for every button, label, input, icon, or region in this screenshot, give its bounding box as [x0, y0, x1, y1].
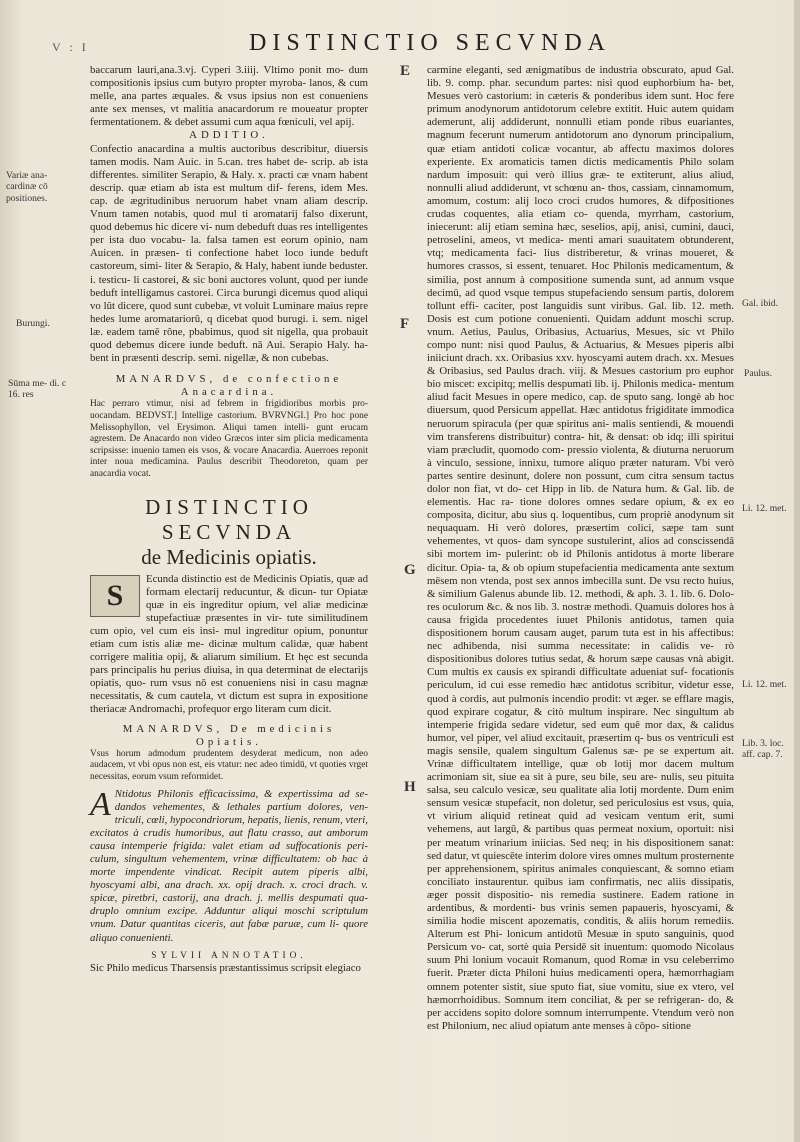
- right-column: [427, 64, 734, 1033]
- left-paragraph-4: Vsus horum admodum prudentem desyderat medicum, non adeo audacem, vt vbi opus non est, eis vtatur: nec adeo timidū, vt quoties vrget necessitas, eorum vsum reformidet.: [90, 748, 368, 782]
- sylvius-heading: SYLVII ANNOTATIO.: [151, 950, 307, 961]
- manardus-heading-2: MANARDVS, De medicinis Opiatis.: [122, 722, 336, 748]
- left-paragraph-6: Sic Philo medicus Tharsensis præstantissimus scripsit elegiaco: [90, 962, 361, 975]
- margin-note-anacardinae: Variæ ana- cardinæ cō positiones.: [6, 170, 48, 204]
- section-title: DISTINCTIO SECVNDA: [145, 494, 313, 544]
- left-paragraph-5: [90, 785, 368, 945]
- left-paragraph-3-text: Ecunda distinctio est de Medicinis Opiatis, quæ ad formam electarij reducuntur, & dicun- tur Opiatæ quæ in eis ingreditur opium, vel aliæ medicinæ stupefactiuæ præsentes in vir- tute similitudinem cum opio, vel cum eis insi- mul ingreditur opium, ponuntur etiam cum istis aliæ me- dicinæ multum calidæ, quæ habent corrigere malitia opij, & aliarum similium. Et hęc est secunda pars principalis hu perius diuisa, in qua determinat de electarijs opiatis, quo- rum vsus nō est conueniens nisi in casu magnæ necessitatis, & cum cautela, vt dictum est supra in expositione theriacæ Andromachi, profequor ergo literam cum dicit.: [90, 572, 368, 716]
- margin-note-li-12-met-2: Li. 12. met.: [742, 679, 787, 690]
- running-head: DISTINCTIO SECVNDA: [249, 30, 611, 56]
- initial-a: A: [90, 785, 111, 823]
- margin-note-summa: Sūma me- di. c 16. res: [8, 378, 67, 401]
- margin-note-burungi: Burungi.: [16, 318, 50, 329]
- additio-heading: ADDITIO.: [189, 129, 269, 142]
- section-letter-e: E: [400, 63, 411, 79]
- left-paragraph-1: baccarum lauri,ana.3.vj. Cyperi 3.iiij. Vltimo ponit mo- dum compositionis ipsius cum butyro propter myroba- lanos, & cum melle, ana partes æquales. & vsus ipsius non est conueniens ante sex menses, vt malitia anacardorum re moueatur propter fermentationem. & debet assumi cum aqua fœniculi, vel apij.: [90, 64, 368, 129]
- left-paragraph-2: Confectio anacardina a multis auctoribus describitur, diuersis tamen modis. Nam Auic. in 5.can. tres habet de- scrip. ab ista differentes. similiter Serapio, & Haly. x. practi cæ vnam habent descrip. quæ etiam ab ista est multum dif- ferens, idem Mes. cap. de ægritudinibus neruorum habet vnam aliam descrip. Vnum tamen notabis, quod mul ti aromatarij falso dixerunt, quod debemus hic dicere vi- num debeduft duas res intelligentes per ista duo vocabu- la. falsa tamen est eorum opinio, nam Auicen. in præsen- ti confectione habet loco iunde beduft castoreum, simi- liter & Serapio, & Haly, habent iunde beduster. i. testicu- li castorei, & sic boni auctores volunt, quod per iunde beduft intelligamus castorei. Circa burungi dicemus quod aliqui vo lût dicere, quod sunt cubebæ, vt voluit Luminare maius repre hedes lume aromatariorû, q dicebat quod burugi. i. sem. nigel læ. eadem tamē rône, pbabimus, quod sit nigella, qua probauit quod debemus dicere iunde beduft. nā Aui. Serapio Haly. ha- bent in præsenti descrip. semi. nigellæ, & non cubebas.: [90, 142, 368, 365]
- section-letter-h: H: [404, 779, 416, 795]
- manardus-heading-1: MANARDVS, de confectione Anacardina.: [115, 373, 343, 399]
- signature-mark: V : I: [52, 40, 89, 54]
- section-subtitle: de Medicinis opiatis.: [141, 544, 317, 569]
- left-paragraph-3: [90, 573, 368, 717]
- section-letter-g: G: [404, 562, 416, 578]
- margin-note-gal-ibid: Gal. ibid.: [742, 298, 778, 309]
- margin-note-li-12-met-1: Li. 12. met.: [742, 503, 787, 514]
- decorated-initial-s: S: [90, 575, 140, 617]
- left-paragraph-5-text: Ntidotus Philonis efficacissima, & expertissima ad se- dandos vehementes, & lethales partium dolores, ven- triculi, cœli, hypocondriorum, hepatis, lienis, renum, vteri, excitatos à crudis humoribus, aut flatu crasso, aut amborum causa intemperie frigida: valet etiam ad suffocationis peri- culum, singultum vehementem, vrinæ difficultatem: ob hac à morte impendente vindicat. Recipit autem piperis albi, hyoscyami albi, ana drach. xx. opij drach. x. croci drach. v. spicæ, piretbri, castorij, ana drach. j. mellis despumati qua- druplo omnium excipe. Adduntur aliqui moschi scriptulum vnum. Datur quantitas ciceris, aut fabæ paruæ, cum li- quore aliquo conuenienti.: [90, 787, 368, 944]
- section-letter-f: F: [400, 316, 410, 332]
- margin-note-paulus: Paulus.: [744, 368, 772, 379]
- manardus-text-1: Hac perraro vtimur, nisi ad febrem in frigidioribus morbis pro- uocandam. BEDVST.] Intellige castorium. BVRVNGI.] Pro hoc pone Melissophyllon, vel Erysimon. Aliqui tamen intelli- gunt erucam agrestem. De Anacardo non video Græcos inter sim plicia medicamenta scripsisse: inuenio tamen eis vsos, & vocare Anacardia. Auerroes reponit inter noua medicamina. Paulus describit Theodoreton, quam per anacardia vocat.: [90, 399, 368, 479]
- right-paragraph-1: carmine eleganti, sed ænigmatibus de industria obscurato, apud Gal. lib. 9. comp. phar. secundum partes: nisi quod euphorbium ha- bet, Mesues verò castorium: in cæteris & ponderibus idem sunt. Hoc fere primum anodynorum antidotorum celebre extitit. Huic autem quidam ademerunt, alij addiderunt, nonnulli etiam ponde ribus euariantes, magnum fecerunt numerum antidotorum ano dynorum principalium, quæ etiam antidoti colicæ vocantur, ab affectu maximos dolores experiente. Ex aromaticis tamen dictis medicamentis Philo solam nardum imposuit: qui verò illius græ- te extiterunt, alius aliud, nonnulli aliud addiderunt, vt schœnu an- thos, cassiam, cinnamomum, amomum, costum: alij loco croci crudos humores, & difpositiones crudas coquentes, alia etiam co- quenda, myrrham, castorium, iniecerunt: alij etiam semina hæc, seselios, apij, anisi, cumini, dauci, petroselini, ameos, vt medica- menti amari suauitatem obtunderent, vtq; medicamenta faci- lius distriberetur, & vrinas moueret, & humores crassos, si essent, tenuaret. Hoc Philonis medicamentum, & similia, post annum à compositione sumenda sunt, ad annum vsque decimū, ad quod vsque tempus stupefaciendo sensum partis, dolorem tollunt effi- caciter, post languidis sunt viribus. Gal. lib. 12. meth. Dosis est cum potione conuenienti. Quidam addunt moschi scrup. vnum. Aetius, Paulus, Oribasius, Actuarius, Mesues, sic vt Philo compo nunt: nisi quod Paulus, & Actuarius, & Mesues piperis albi iniiciunt drach. xx. Oribasius xxv. hyoscyami autem drach. xx. Mesues & Oribasius, sed Paulus drach. viij. & Mesues castorium pro euphor bio miscet: excipitq; mellis despumati lib. ij. Philonis medica- mentum aliud facit Mesues in opere medico, cap. de sputo sang. longè ab hoc diuersum, quod Persicum appellat. Hæc antidotus frigiditate immodica neruorum spiracula (per quæ spiritus ani- malis sentiendi, & mouendi vim transferens distribuitur) contra- hit, & densat: ob idq; illi spiritui viam præcludit, quomodo com- pressio violenta, & diuturna neruorum à vinculo, sessione, innixu, tumore aliquo præter naturam. Vbi verò partes sentire desinunt, dolere non possunt, cum citra sensum tactus dolor non fiat, vt do- cet Hipp in lib. de Natura hum. & Gal. lib. de elementis. Hac ra- tione dolores omnes sedare opium, & ex eo composita, dicitur, abu sius q. loquentibus, cum propriè anodynum sit nequaquam. Hi verò dolores, præsertim colici, sæpe tam sunt vehementes, vt quos- dam syncope sustulerint, alios ad conscissendā sibi mortem im- pulerint: ob id Philonis antidotus à morte liberare dicitur. Opia- ta, & ob opium stupefacientia medicamenta ante sextum mēsem non vtenda, post sex annos imbecilla sunt. De vsu recto huius, & similium Galenus abunde lib. 12. methodi, & aph. 3. 1. lib. 6. Dolo- res oculorum &c. & nos lib. 3. nostræ methodi. Quamuis dolores hos à causa frigida procedentes iuuet Philonis antidotus, tamen quia dispositionem horum causam auget, parum tuta est in his affectibus: nec adhibenda, nisi summa necessitate: in calidis ve- rò dispositionibus dolores tutius sedat, & horum sæpe causas vnà abigit. Cum multis ex causis ex spirandi difficultate adueniat suf- focationis periculum, id cui esse remedio hæc antidotus scribitur, videtur esse, quod à cordis, aut pulmonis incendio prodit: vt æger. se efflare magis, quod expirare cogatur, & citò multum inspirare. Nec singultum ab intemperie frigida sedare videtur, sed eum quē mor dax, & calidus humor, vel piper, vel aliud excitauit, præsertim q- bus os ventriculi est magis sensile, qualem singultum Galenus sæ- pe se expertum ait. Vrinæ difficultatem intellige, quæ ob lotij mor dacem multum acrimoniam sit, siue ea sit à pure, seu bile, seu are- nulis, seu pituita salsa, seu calculo vesicæ, seu qualitate alia lotij mordente. Dum enim sensum vesicæ stupefacit, non doletur, sed periculosius est vsus, quia, vt virium aliquid retineat quid ad vesicam ventum erit, sumi vehemens, aut largū, & partibus quas permeat noxium, oportuit: nisi per meatum vrinarium iniicias. Sed neq; in his dispositionem sanat: sed datur, vt quiescēte interim dolore vires omnes multum prosternente per apprehensionem, spiritus animales conquiescant, & somno etiam conciliato instaurentur. quibus iam confirmatis, nec aliis dissipatis, æger possit dispositio- nis remedia sustinere. Eadem ratione in ardentibus, & mordenti- bus vrinis semen papaueris, hyoscyami, & similia hodie miscent apozematis, conditis, & aliis horum remediis. Alterum est Phi- lonicum antidotū Mesuæ in sputo sanguinis, quod Persicum vo- cat, sortè quia Persidē sit inuentum: quomodo Nicolaus suum Phi lonium vocauit Romanum, quod Romæ in vsu celeberrimo fuerit. Præter dicta Philoni huius medicamenti opera, hæmorrhagiam omnem potenter sistit, siue sputo fiat, siue vomitu, siue ex vtero, vel hæmorrhoidibus. Somnum item conciliat, & per se refrigeran- do, & per accidens sopito dolore somnum interrumpente. Vtendum verò non est Philonium, nec aliud opiatum ante menses à cōpo- sitione: [427, 64, 734, 1032]
- page-edge-shadow: [794, 0, 800, 1142]
- margin-note-lib-3-loc: Lib. 3. loc. aff. cap. 7.: [742, 738, 784, 761]
- left-column: [90, 64, 368, 975]
